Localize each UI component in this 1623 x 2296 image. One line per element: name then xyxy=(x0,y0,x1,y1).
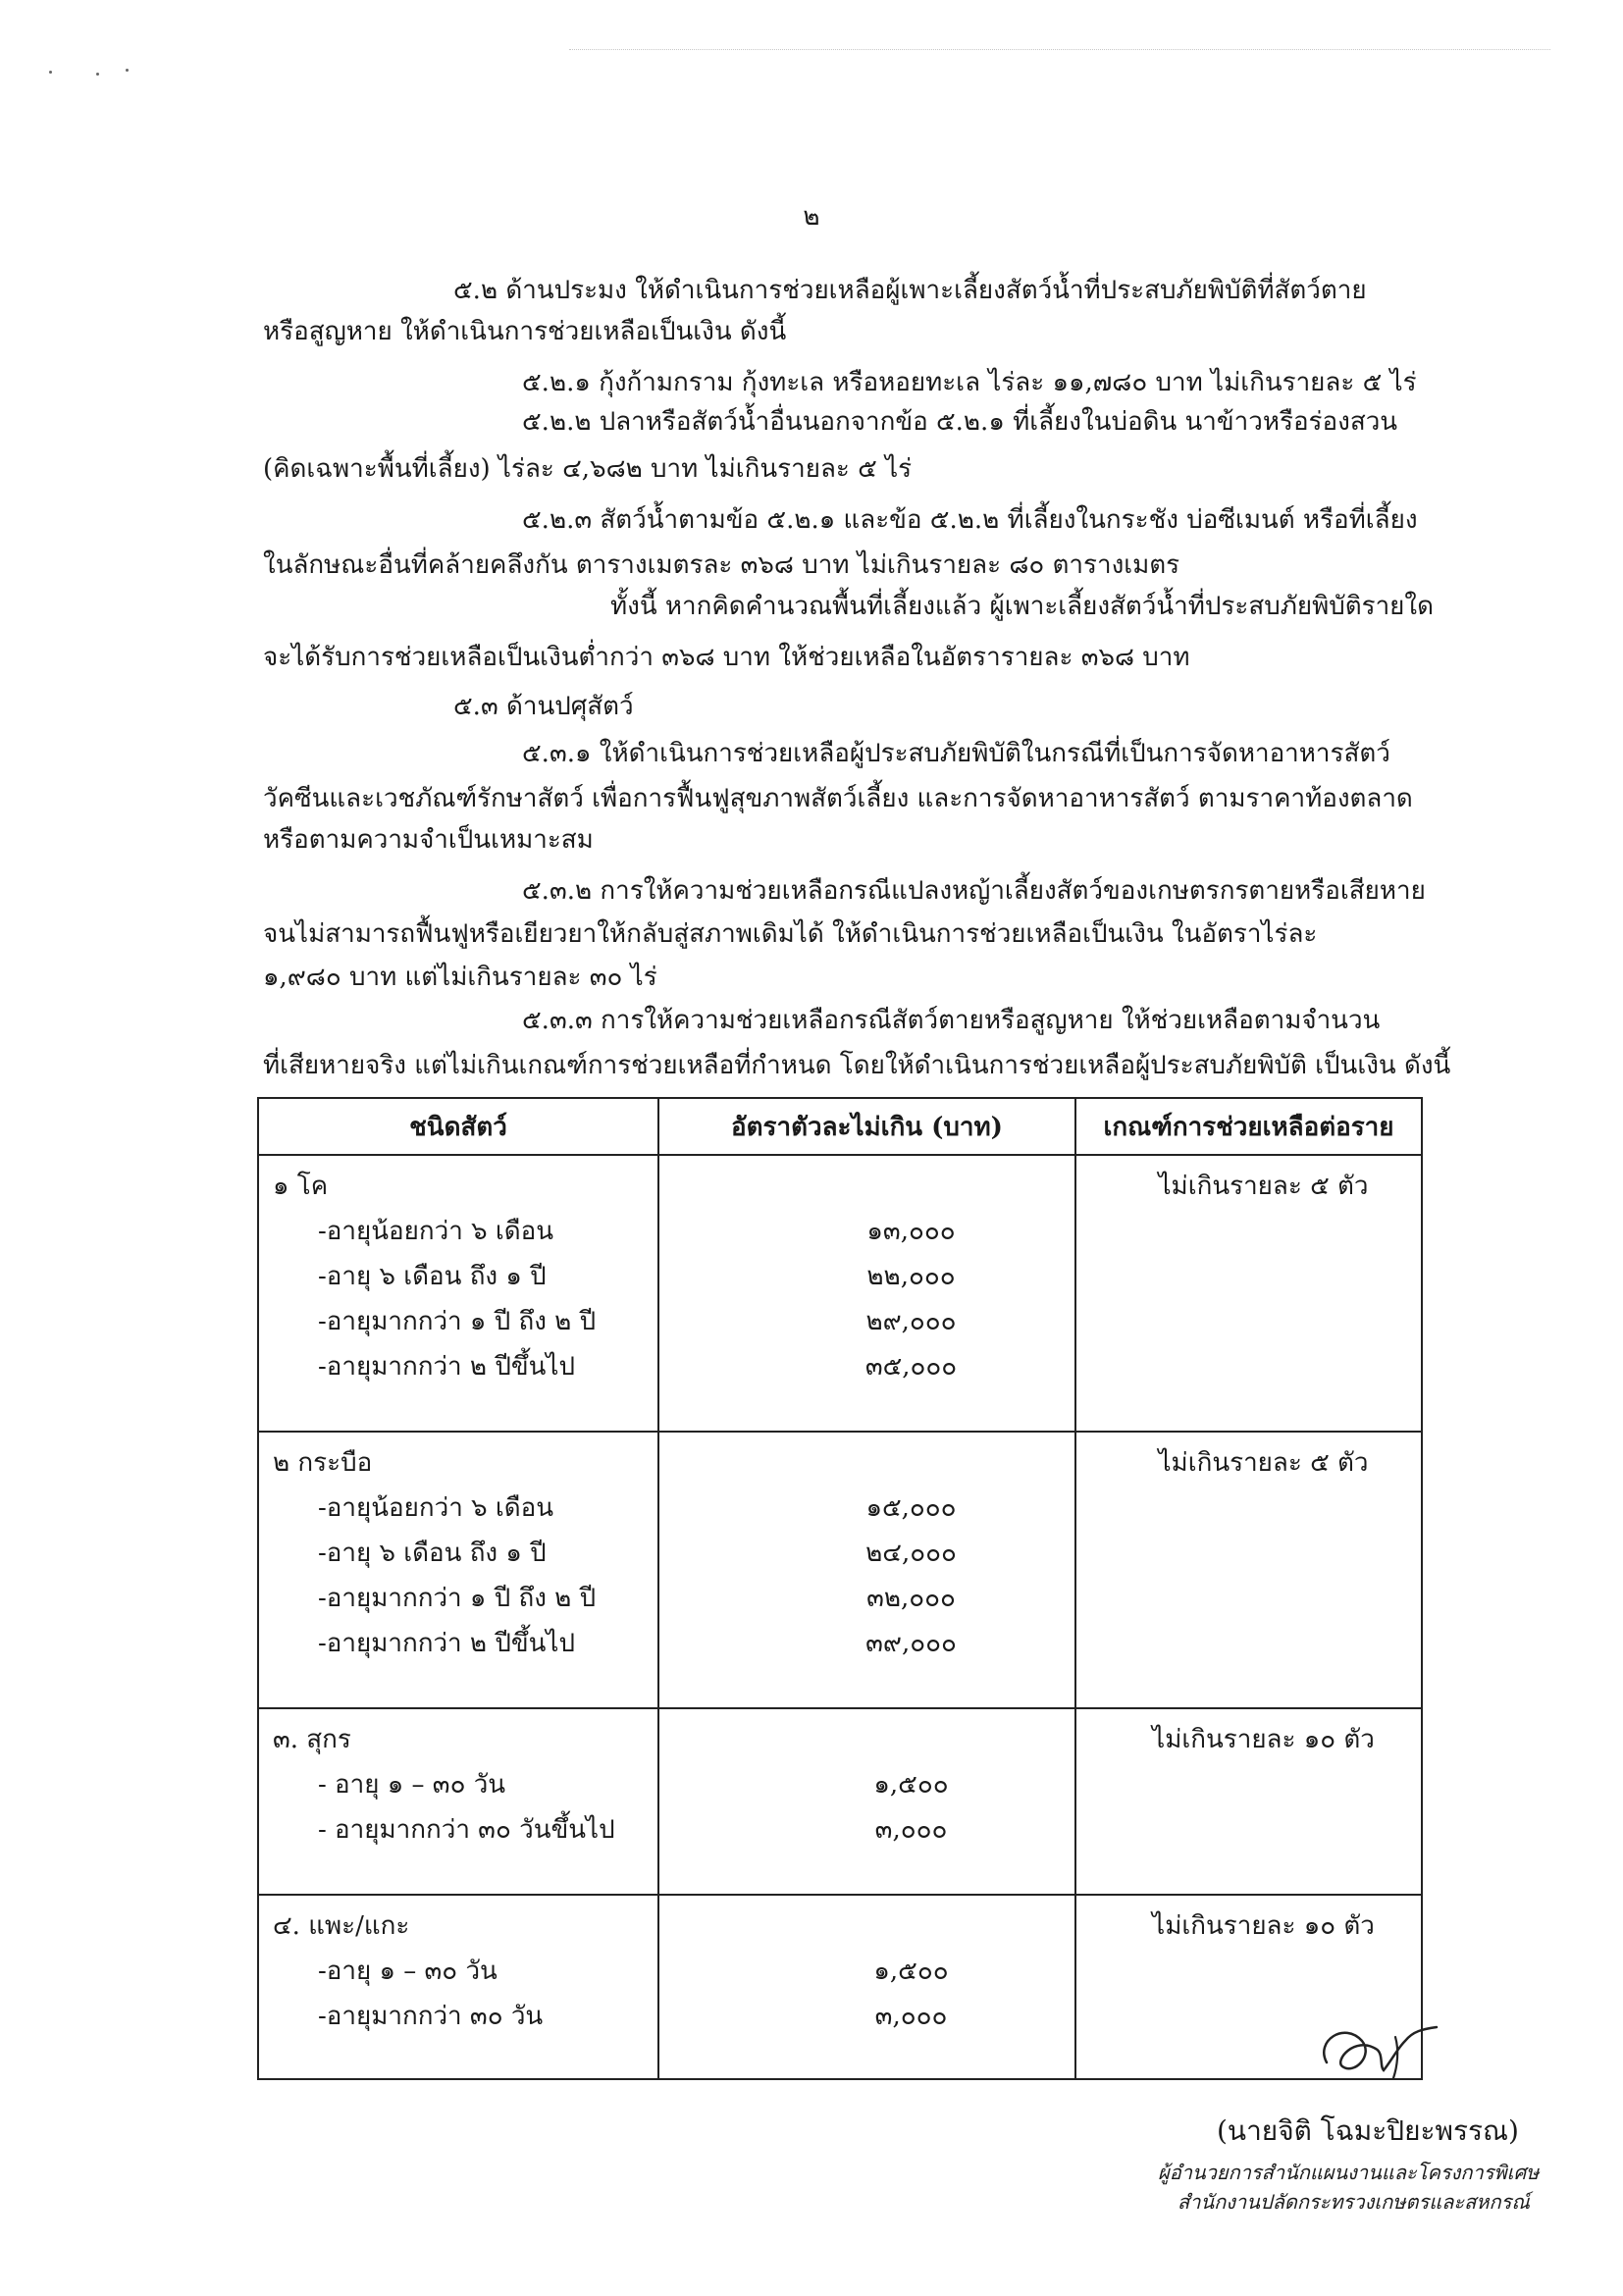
paragraph-5-2-line-2: หรือสูญหาย ให้ดำเนินการช่วยเหลือเป็นเงิน ดังนี้ xyxy=(263,317,787,346)
item-value: ๒๔,๐๐๐ xyxy=(865,1539,957,1568)
group-limit: ไม่เกินรายละ ๑๐ ตัว xyxy=(1152,1725,1375,1754)
item-value: ๓๙,๐๐๐ xyxy=(865,1629,957,1658)
item-value: ๑๕,๐๐๐ xyxy=(865,1493,957,1523)
paragraph-5-2-1: ๕.๒.๑ กุ้งก้ามกราม กุ้งทะเล หรือหอยทะเล ไร่ละ ๑๑,๗๘๐ บาท ไม่เกินรายละ ๕ ไร่ xyxy=(522,368,1417,397)
item-label: - อายุ ๑ – ๓๐ วัน xyxy=(318,1770,506,1800)
scan-artifact-line xyxy=(569,49,1550,50)
paragraph-5-3-1-line-2: วัคซีนและเวชภัณฑ์รักษาสัตว์ เพื่อการฟื้นฟูสุขภาพสัตว์เลี้ยง และการจัดหาอาหารสัตว์ ตามราคาท้องตลาด xyxy=(263,784,1413,813)
table-row-buffalo xyxy=(258,1432,1422,1708)
criteria-cell xyxy=(1075,1708,1422,1895)
paragraph-5-3-3-line-2: ที่เสียหายจริง แต่ไม่เกินเกณฑ์การช่วยเหลือที่กำหนด โดยให้ดำเนินการช่วยเหลือผู้ประสบภัยพิบัติ เป็นเงิน ดังนี้ xyxy=(263,1051,1451,1080)
paragraph-5-2-line-1: ๕.๒ ด้านประมง ให้ดำเนินการช่วยเหลือผู้เพาะเลี้ยงสัตว์น้ำที่ประสบภัยพิบัติที่สัตว์ตาย xyxy=(453,276,1367,305)
paragraph-5-3-1-line-1: ๕.๓.๑ ให้ดำเนินการช่วยเหลือผู้ประสบภัยพิบัติในกรณีที่เป็นการจัดหาอาหารสัตว์ xyxy=(522,739,1390,768)
item-label: -อายุน้อยกว่า ๖ เดือน xyxy=(318,1493,553,1523)
livestock-aid-table xyxy=(257,1097,1423,2080)
group-title: ๓. สุกร xyxy=(273,1725,351,1754)
criteria-cell xyxy=(1075,1432,1422,1708)
group-limit: ไม่เกินรายละ ๕ ตัว xyxy=(1158,1448,1369,1478)
paragraph-5-2-3-line-4: จะได้รับการช่วยเหลือเป็นเงินต่ำกว่า ๓๖๘ บาท ให้ช่วยเหลือในอัตรารายละ ๓๖๘ บาท xyxy=(263,643,1190,672)
animal-cell xyxy=(258,1895,658,2079)
item-label: -อายุมากกว่า ๑ ปี ถึง ๒ ปี xyxy=(318,1584,597,1613)
table-row-pig xyxy=(258,1708,1422,1895)
item-label: -อายุ ๑ – ๓๐ วัน xyxy=(318,1957,497,1986)
animal-cell xyxy=(258,1708,658,1895)
item-label: -อายุมากกว่า ๒ ปีขึ้นไป xyxy=(318,1629,575,1658)
table-row-cattle xyxy=(258,1155,1422,1432)
item-value: ๑,๕๐๐ xyxy=(873,1770,949,1800)
animal-cell xyxy=(258,1432,658,1708)
column-header-animal-type: ชนิดสัตว์ xyxy=(258,1098,658,1155)
item-value: ๓๒,๐๐๐ xyxy=(866,1584,956,1613)
group-limit: ไม่เกินรายละ ๑๐ ตัว xyxy=(1152,1911,1375,1941)
paragraph-5-3-3-line-1: ๕.๓.๓ การให้ความช่วยเหลือกรณีสัตว์ตายหรือสูญหาย ให้ช่วยเหลือตามจำนวน xyxy=(522,1006,1381,1035)
paragraph-5-3-2-line-3: ๑,๙๘๐ บาท แต่ไม่เกินรายละ ๓๐ ไร่ xyxy=(263,963,657,992)
animal-cell xyxy=(258,1155,658,1432)
item-value: ๓๕,๐๐๐ xyxy=(864,1352,958,1382)
item-value: ๓,๐๐๐ xyxy=(874,2002,948,2031)
item-value: ๓,๐๐๐ xyxy=(874,1815,948,1845)
paragraph-5-2-3-line-1: ๕.๒.๓ สัตว์น้ำตามข้อ ๕.๒.๑ และข้อ ๕.๒.๒ ที่เลี้ยงในกระชัง บ่อซีเมนต์ หรือที่เลี้ยง xyxy=(522,505,1418,535)
item-label: -อายุมากกว่า ๒ ปีขึ้นไป xyxy=(318,1352,575,1382)
item-value: ๑,๕๐๐ xyxy=(873,1957,949,1986)
item-label: -อายุมากกว่า ๓๐ วัน xyxy=(318,2002,544,2031)
rate-cell xyxy=(658,1432,1075,1708)
item-label: -อายุ ๖ เดือน ถึง ๑ ปี xyxy=(318,1539,547,1568)
group-limit: ไม่เกินรายละ ๕ ตัว xyxy=(1158,1172,1369,1201)
item-value: ๒๒,๐๐๐ xyxy=(866,1262,956,1291)
signatory-name: (นายจิติ โฉมะปิยะพรรณ) xyxy=(1217,2114,1519,2147)
rate-cell xyxy=(658,1895,1075,2079)
paragraph-5-2-3-line-3: ทั้งนี้ หากคิดคำนวณพื้นที่เลี้ยงแล้ว ผู้เพาะเลี้ยงสัตว์น้ำที่ประสบภัยพิบัติรายใด xyxy=(610,592,1434,621)
table-row-goat-sheep xyxy=(258,1895,1422,2079)
group-title: ๑ โค xyxy=(273,1172,329,1201)
paragraph-5-3-1-line-3: หรือตามความจำเป็นเหมาะสม xyxy=(263,825,594,855)
scan-artifact-dots xyxy=(39,69,157,78)
column-header-criteria: เกณฑ์การช่วยเหลือต่อราย xyxy=(1075,1098,1422,1155)
table-header-row xyxy=(258,1098,1422,1155)
handwritten-signature xyxy=(1315,2002,1452,2090)
group-title: ๔. แพะ/แกะ xyxy=(273,1911,410,1941)
item-label: -อายุมากกว่า ๑ ปี ถึง ๒ ปี xyxy=(318,1307,597,1336)
item-value: ๒๙,๐๐๐ xyxy=(865,1307,957,1336)
item-label: -อายุ ๖ เดือน ถึง ๑ ปี xyxy=(318,1262,547,1291)
rate-cell xyxy=(658,1155,1075,1432)
item-label: -อายุน้อยกว่า ๖ เดือน xyxy=(318,1217,553,1246)
signatory-position: ผู้อำนวยการสำนักแผนงานและโครงการพิเศษ xyxy=(1158,2161,1540,2184)
item-value: ๑๓,๐๐๐ xyxy=(866,1217,956,1246)
page-number: ๒ xyxy=(803,202,820,232)
paragraph-5-2-2-line-1: ๕.๒.๒ ปลาหรือสัตว์น้ำอื่นนอกจากข้อ ๕.๒.๑ ที่เลี้ยงในบ่อดิน นาข้าวหรือร่องสวน xyxy=(522,407,1398,437)
paragraph-5-3-2-line-1: ๕.๓.๒ การให้ความช่วยเหลือกรณีแปลงหญ้าเลี้ยงสัตว์ของเกษตรกรตายหรือเสียหาย xyxy=(522,876,1426,906)
group-title: ๒ กระบือ xyxy=(273,1448,373,1478)
signatory-organization: สำนักงานปลัดกระทรวงเกษตรและสหกรณ์ xyxy=(1178,2190,1530,2214)
paragraph-5-3: ๕.๓ ด้านปศุสัตว์ xyxy=(453,692,634,721)
paragraph-5-2-3-line-2: ในลักษณะอื่นที่คล้ายคลึงกัน ตารางเมตรละ ๓๖๘ บาท ไม่เกินรายละ ๘๐ ตารางเมตร xyxy=(263,550,1180,580)
column-header-rate: อัตราตัวละไม่เกิน (บาท) xyxy=(658,1098,1075,1155)
item-label: - อายุมากกว่า ๓๐ วันขึ้นไป xyxy=(318,1815,615,1845)
criteria-cell xyxy=(1075,1155,1422,1432)
paragraph-5-3-2-line-2: จนไม่สามารถฟื้นฟูหรือเยียวยาให้กลับสู่สภาพเดิมได้ ให้ดำเนินการช่วยเหลือเป็นเงิน ในอัตราไร่ละ xyxy=(263,919,1318,949)
rate-cell xyxy=(658,1708,1075,1895)
paragraph-5-2-2-line-2: (คิดเฉพาะพื้นที่เลี้ยง) ไร่ละ ๔,๖๘๒ บาท ไม่เกินรายละ ๕ ไร่ xyxy=(263,454,913,484)
